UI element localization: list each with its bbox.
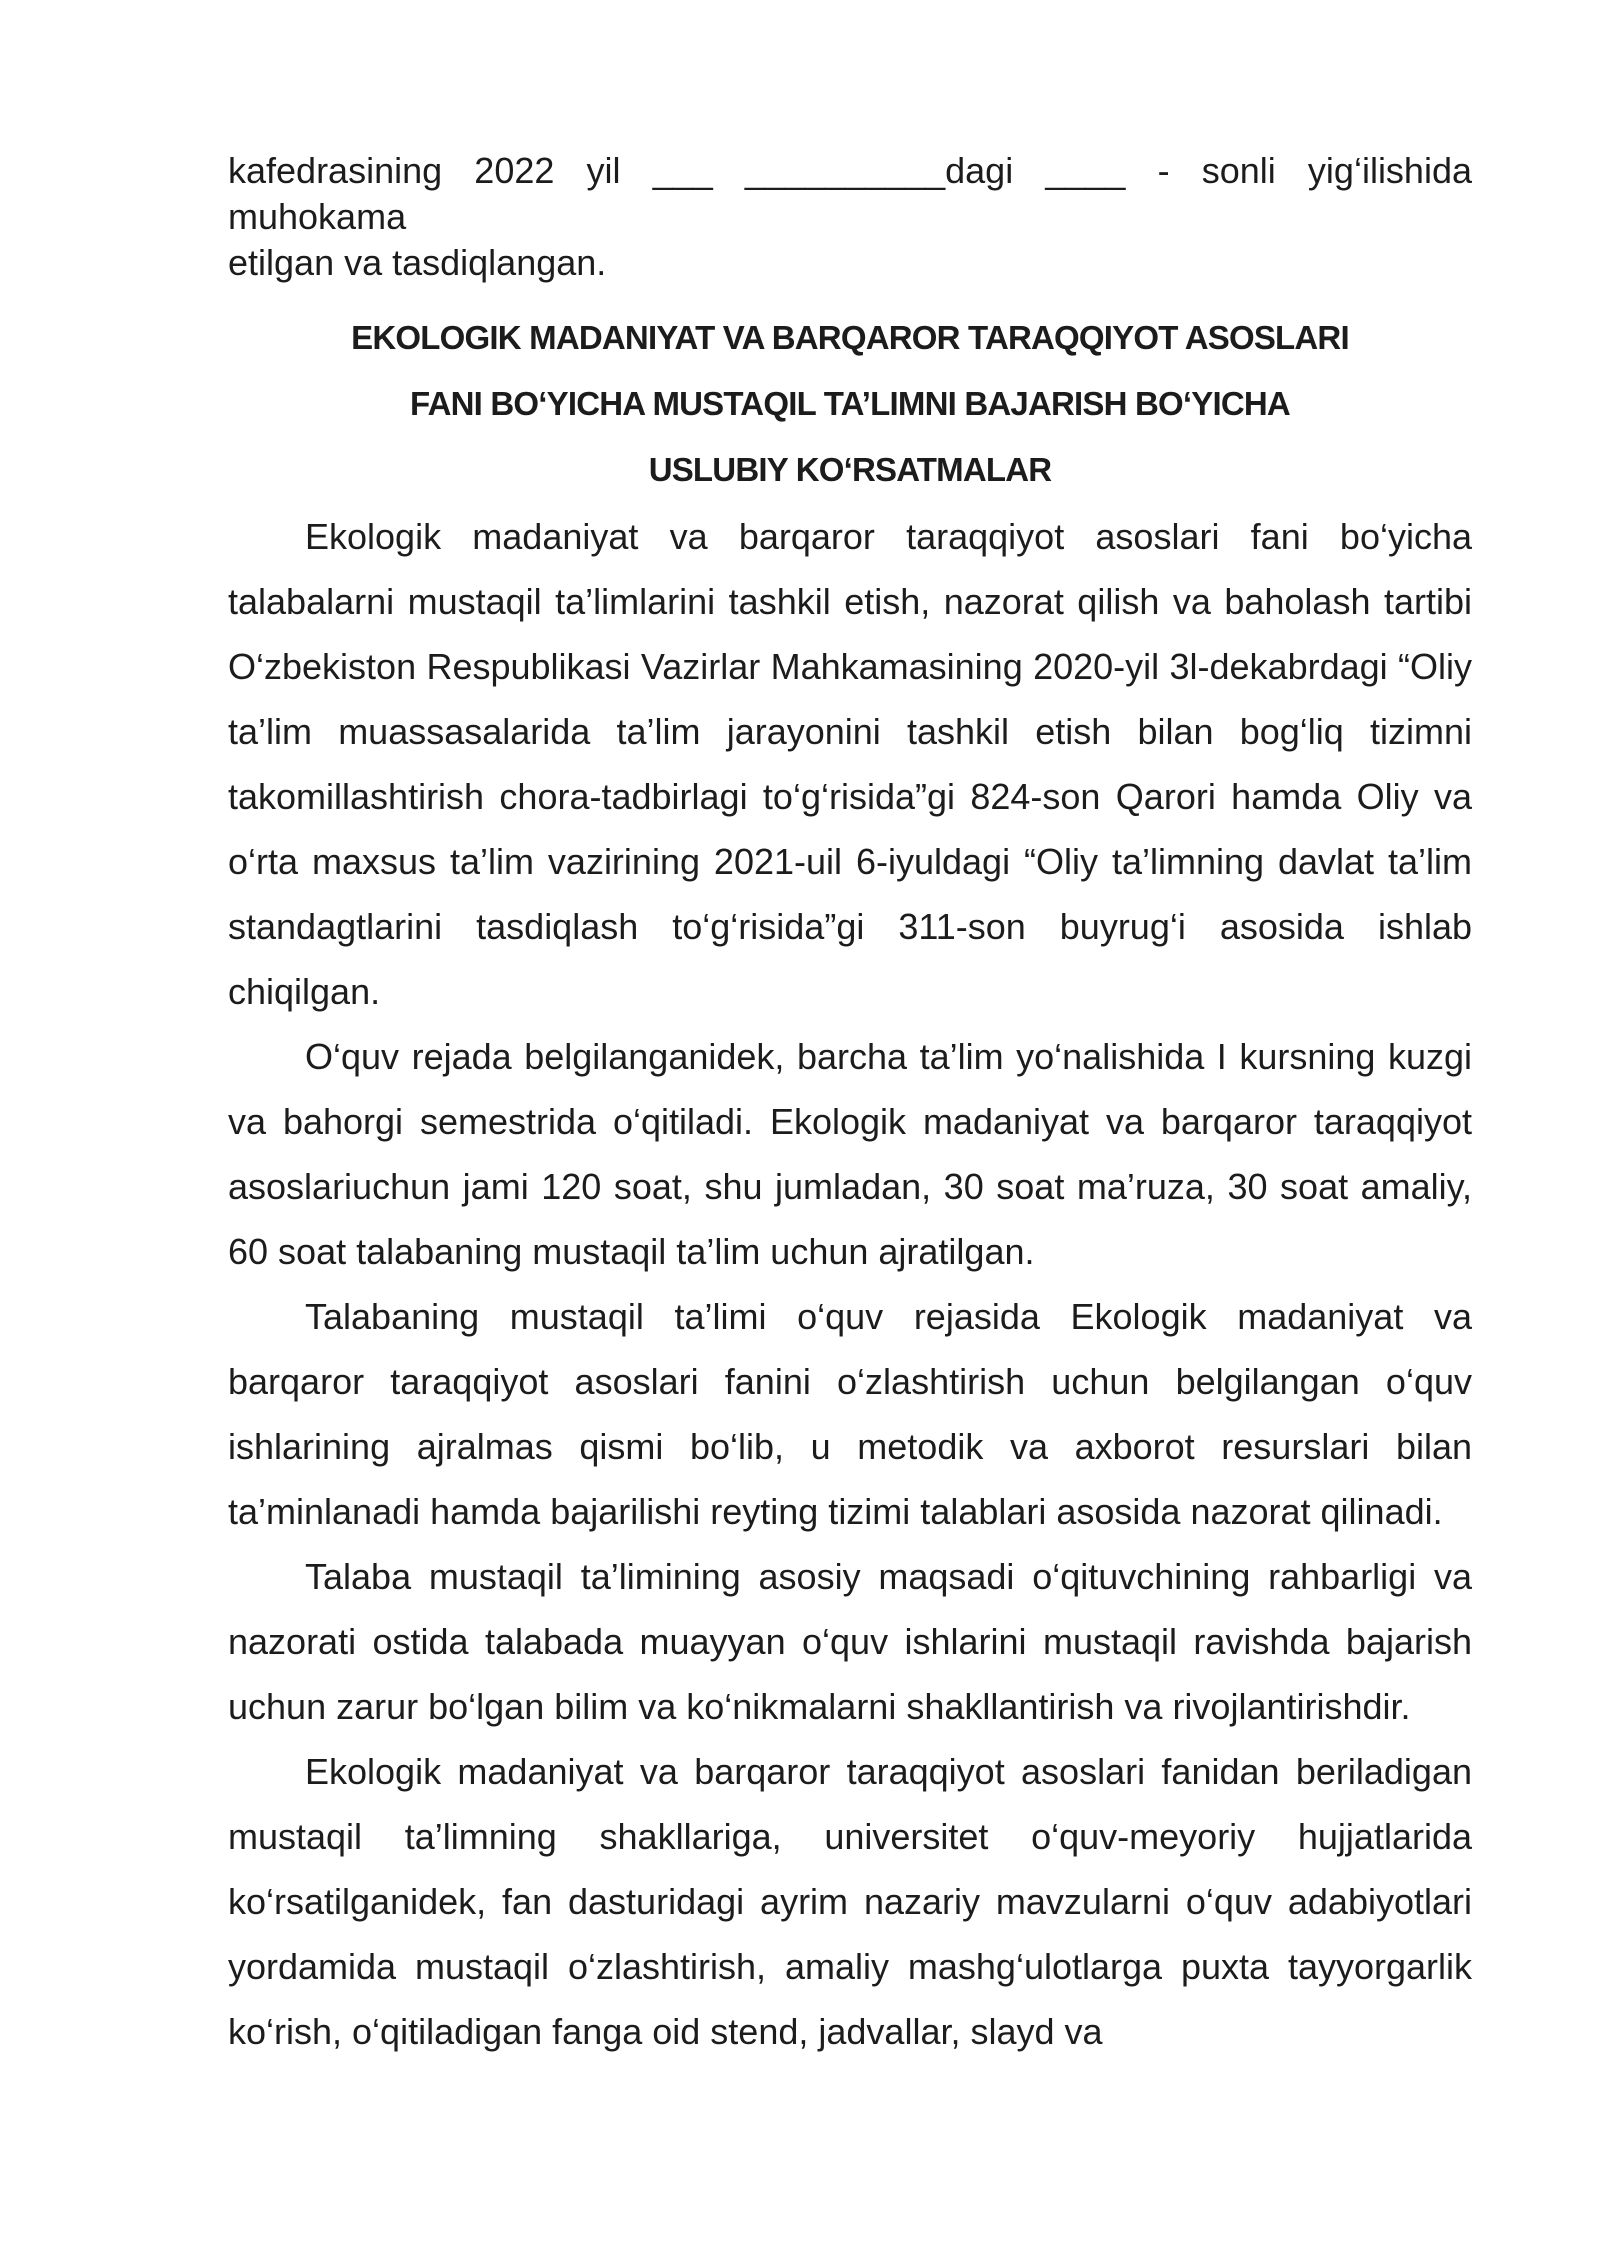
document-body — [228, 504, 1472, 2064]
paragraph-1: Ekologik madaniyat va barqaror taraqqiyot asoslari fani bo‘yicha talabalarni mustaqil ta’limlarini tashkil etish, nazorat qilish va baholash tartibi O‘zbekiston Respublikasi Vazirlar Mahkamasining 2020-yil 3l-dekabrdagi “Oliy ta’lim muassasalarida ta’lim jarayonini tashkil etish bilan bog‘liq tizimni takomillashtirish chora-tadbirlagi to‘g‘risida”gi 824-son Qarori hamda Oliy va o‘rta maxsus ta’lim vazirining 2021-uil 6-iyuldagi “Oliy ta’limning davlat ta’lim standagtlarini tasdiqlash to‘g‘risida”gi 311-son buyrug‘i asosida ishlab chiqilgan. — [228, 516, 1472, 1012]
paragraph-5: Ekologik madaniyat va barqaror taraqqiyot asoslari fanidan beriladigan mustaqil ta’limning shakllariga, universitet o‘quv-meyoriy hujjatlarida ko‘rsatilganidek, fan dasturidagi ayrim nazariy mavzularni o‘quv adabiyotlari yordamida mustaqil o‘zlashtirish, amaliy mashg‘ulotlarga puxta tayyorgarlik ko‘rish, o‘qitiladigan fanga oid stend, jadvallar, slayd va — [228, 1751, 1472, 2052]
paragraph-3: Talabaning mustaqil ta’limi o‘quv rejasida Ekologik madaniyat va barqaror taraqqiyot asoslari fanini o‘zlashtirish uchun belgilangan o‘quv ishlarining ajralmas qismi bo‘lib, u metodik va axborot resurslari bilan ta’minlanadi hamda bajarilishi reyting tizimi talablari asosida nazorat qilinadi. — [228, 1296, 1472, 1532]
title-line-1: EKOLOGIK MADANIYAT VA BARQAROR TARAQQIYOT ASOSLARI — [351, 319, 1349, 356]
document-title — [228, 306, 1472, 502]
approval-header-line-2: etilgan va tasdiqlangan. — [228, 242, 607, 283]
title-line-2: FANI BO‘YICHA MUSTAQIL TA’LIMNI BAJARISH BO‘YICHA — [410, 385, 1290, 422]
approval-header-line-1: kafedrasining 2022 yil ___ __________dagi ____ - sonli yig‘ilishida muhokama — [228, 150, 1472, 237]
title-line-3: USLUBIY KO‘RSATMALAR — [648, 451, 1052, 488]
paragraph-4: Talaba mustaqil ta’limining asosiy maqsadi o‘qituvchining rahbarligi va nazorati ostida talabada muayyan o‘quv ishlarini mustaqil ravishda bajarish uchun zarur bo‘lgan bilim va ko‘nikmalarni shakllantirish va rivojlantirishdir. — [228, 1556, 1472, 1727]
paragraph-2: O‘quv rejada belgilanganidek, barcha ta’lim yo‘nalishida I kursning kuzgi va bahorgi semestrida o‘qitiladi. Ekologik madaniyat va barqaror taraqqiyot asoslariuchun jami 120 soat, shu jumladan, 30 soat ma’ruza, 30 soat amaliy, 60 soat talabaning mustaqil ta’lim uchun ajratilgan. — [228, 1036, 1472, 1272]
